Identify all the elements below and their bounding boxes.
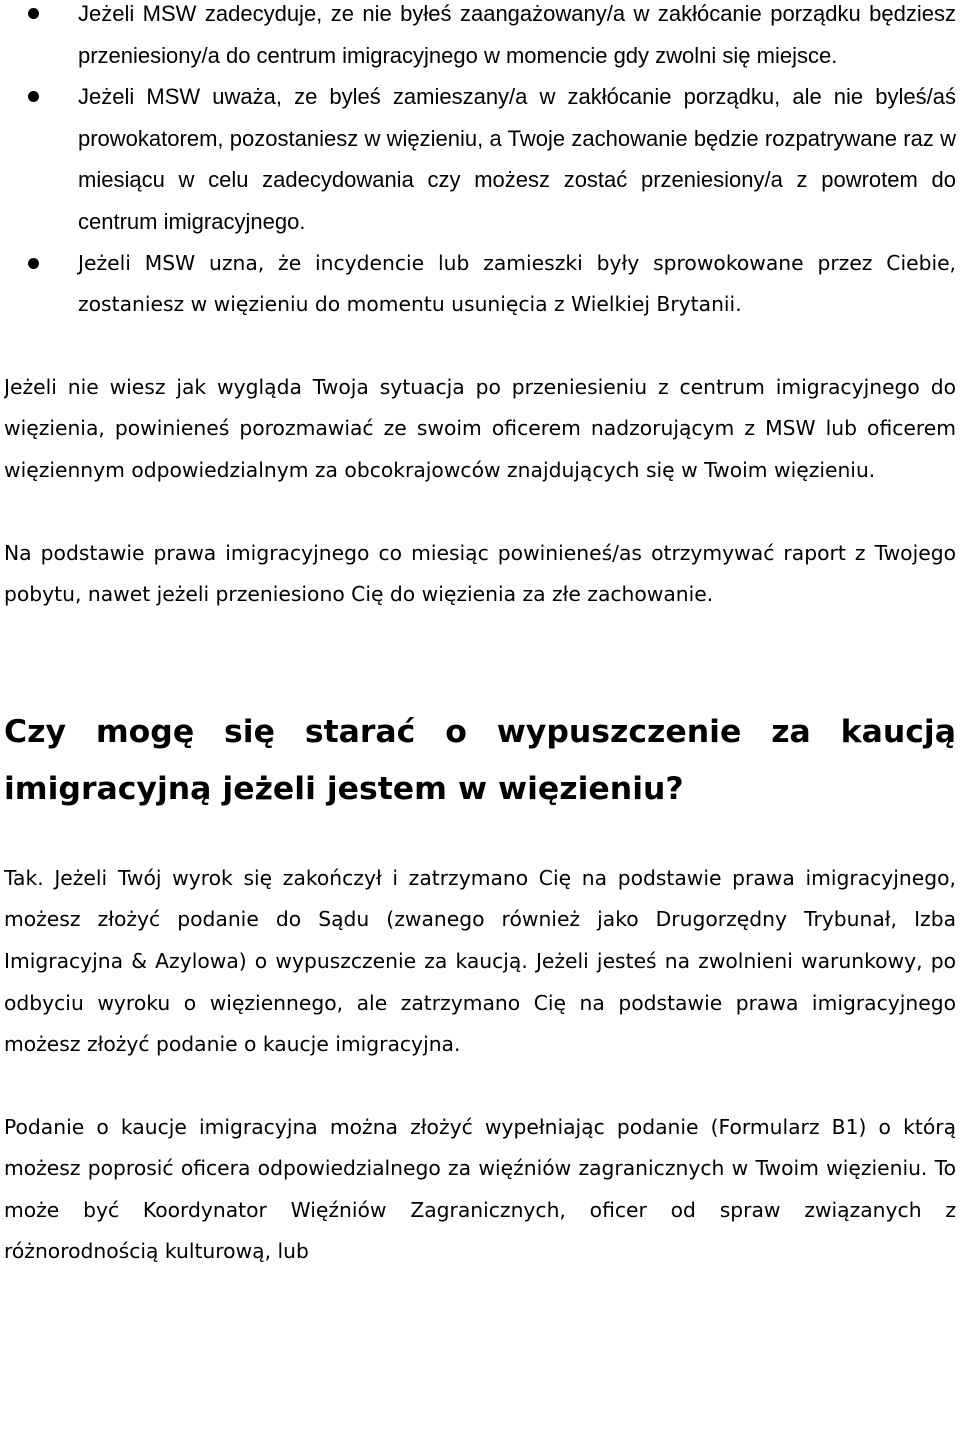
section-heading: Czy mogę się starać o wypuszczenie za kaucją imigracyjną jeżeli jestem w więzieniu? [4,713,956,807]
bullet-dot-icon [28,258,39,269]
bullet-dot-icon [28,8,39,19]
paragraph-bail-form: Podanie o kaucje imigracyjna można złożyć wypełniając podanie (Formularz B1) o którą możesz poprosić oficera odpowiedzialnego za więźniów zagranicznych w Twoim więzieniu. To może być Koordynator Więźniów Zagranicznych, oficer od spraw związanych z różnorodnością kulturową, lub [4,1114,956,1264]
bullet-text: Jeżeli MSW uważa, ze byleś zamieszany/a w zakłócanie porządku, ale nie byleś/aś prowokatorem, pozostaniesz w więzieniu, a Twoje zachowanie będzie rozpatrywane raz w miesiącu w celu zadecydowania czy możesz zostać przeniesiony/a z powrotem do centrum imigracyjnego. [78,84,956,234]
bullet-text: Jeżeli MSW uzna, że incydencie lub zamieszki były sprowokowane przez Ciebie, zostaniesz w więzieniu do momentu usunięcia z Wielkiej Brytanii. [78,250,956,317]
bullet-item-transfer [4,0,956,76]
bullet-dot-icon [28,91,39,102]
paragraph-bail-answer: Tak. Jeżeli Twój wyrok się zakończył i zatrzymano Cię na podstawie prawa imigracyjnego, możesz złożyć podanie do Sądu (zwanego również jako Drugorzędny Trybunał, Izba Imigracyjna & Azylowa) o wypuszczenie za kaucją. Jeżeli jesteś na zwolnieni warunkowy, po odbyciu wyroku o więziennego, ale zatrzymano Cię na podstawie prawa imigracyjnego możesz złożyć podanie o kaucje imigracyjna. [4,865,956,1057]
document-page [4,0,956,1444]
bullet-list [4,0,956,326]
bullet-item-monthly-review [4,76,956,242]
paragraph-monthly-report: Na podstawie prawa imigracyjnego co miesiąc powinieneś/as otrzymywać raport z Twojego pobytu, nawet jeżeli przeniesiono Cię do więzienia za złe zachowanie. [4,540,956,607]
bullet-text: Jeżeli MSW zadecyduje, ze nie byłeś zaangażowany/a w zakłócanie porządku będziesz przeniesiony/a do centrum imigracyjnego w momencie gdy zwolni się miejsce. [78,1,956,68]
bullet-item-provoked [4,243,956,326]
paragraph-situation: Jeżeli nie wiesz jak wygląda Twoja sytuacja po przeniesieniu z centrum imigracyjnego do więzienia, powinieneś porozmawiać ze swoim oficerem nadzorującym z MSW lub oficerem więziennym odpowiedzialnym za obcokrajowców znajdujących się w Twoim więzieniu. [4,374,956,482]
